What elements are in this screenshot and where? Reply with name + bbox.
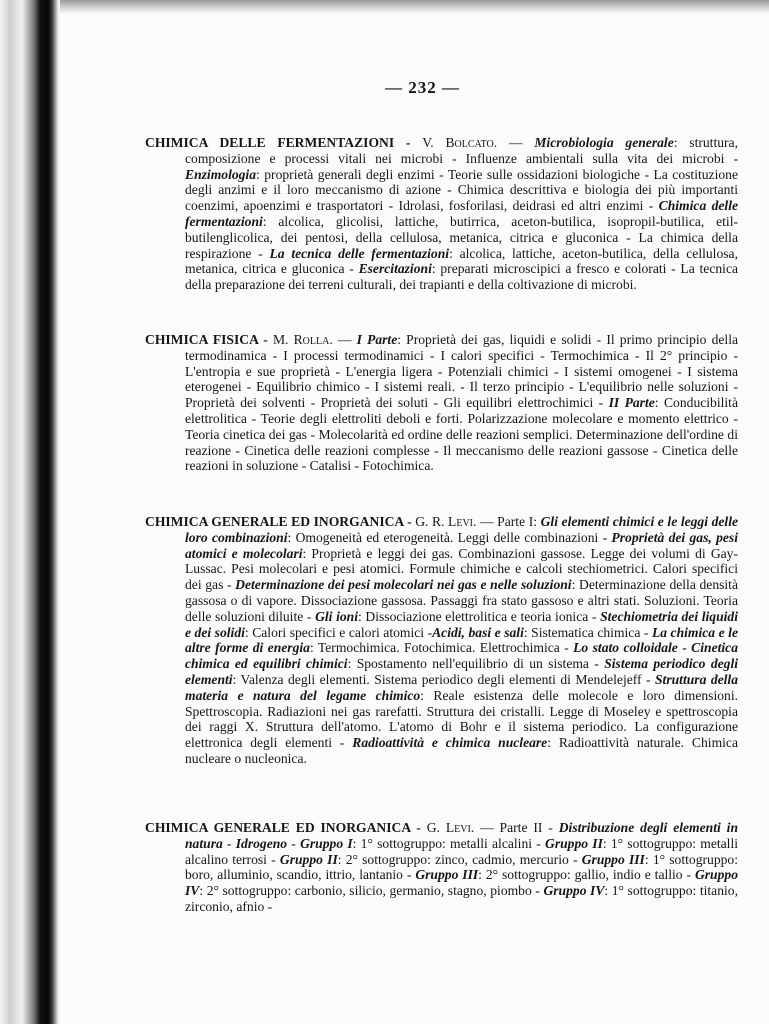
topic-text: — Parte II - xyxy=(474,820,559,835)
topic-heading: Sistema periodico degli elementi xyxy=(185,656,738,687)
topic-text: — xyxy=(332,332,357,347)
topic-text: : Omogeneità ed eterogeneità. Leggi delle combinazioni - xyxy=(287,529,612,545)
topic-heading: Esercitazioni xyxy=(358,261,432,277)
course-entry-fermentazioni xyxy=(145,135,738,293)
topic-text: : Radioattività naturale. Chimica nucleare o nucleonica. xyxy=(185,735,738,766)
topic-heading: Chimica delle fermentazioni xyxy=(185,198,739,229)
course-author: V. Bolcato. xyxy=(422,135,498,150)
course-entry-chimica-fisica xyxy=(145,332,738,474)
topic-heading: Gruppo II xyxy=(279,851,338,867)
topic-text: : 1° sottogruppo: boro, alluminio, scandio, ittrio, lantanio - xyxy=(185,851,738,883)
topic-text: : Conducibilità elettrolitica - Teorie degli elettroliti deboli e forti. Polarizzazione molecolare e momento elettrico - Teoria cinetica dei gas - Molecolarità ed ordine delle reazioni semplici. Determinazione dell'ordine di reazione - Cinetica delle reazioni complesse - Il meccanismo delle reazioni gassose - Cinetica delle reazioni in soluzione - Catalisi - Fotochimica. xyxy=(185,395,738,474)
topic-text: : alcolica, lattiche, aceton-butilica, della cellulosa, metanica, citrica e gluconica - xyxy=(185,245,738,277)
topic-heading: Gruppo IV xyxy=(543,883,605,899)
course-title: CHIMICA FISICA xyxy=(145,332,259,347)
topic-heading: Radioattività e chimica nucleare xyxy=(352,735,548,751)
topic-heading: Stechiometria dei liquidi e dei solidi xyxy=(185,608,738,640)
course-author: G. Levi. xyxy=(426,820,475,835)
topic-heading: Acidi, basi e sali xyxy=(432,624,524,640)
topic-heading: I Parte xyxy=(356,332,398,347)
topic-text: : Proprietà dei gas, liquidi e solidi - Il primo principio della termodinamica - I processi termodinamici - I calori specifici - Termochimica - Il 2° principio - L'entropia e sue proprietà - L'energia ligera - Potenziali chimici - I sistemi omogenei - I sistema eterogenei - Equilibrio chimico - I sistemi reali. - Il terzo principio - L'equilibrio nelle soluzioni - Proprietà dei solventi - Proprietà dei soluti - Gli equilibri elettrochimici - xyxy=(185,332,739,411)
topic-heading: Proprietà dei gas, pesi atomici e molecolari xyxy=(185,529,738,561)
topic-heading: La tecnica delle fermentazioni xyxy=(269,245,450,261)
topic-text: : Calori specifici e calori atomici - xyxy=(244,624,433,640)
topic-text: : struttura, composizione e processi vitali nei microbi - Influenze ambientali sulla vita dei microbi - xyxy=(185,135,738,166)
separator: - xyxy=(403,514,416,529)
topic-heading: Gruppo IV xyxy=(185,867,739,899)
separator: - xyxy=(410,820,427,835)
topic-heading: Struttura della materia e natura del legame chimico xyxy=(185,671,739,703)
topic-text: : Valenza degli elementi. Sistema periodico degli elementi di Mendelejeff - xyxy=(232,671,655,687)
topic-text: : proprietà generali degli enzimi - Teorie sulle ossidazioni biologiche - La costituzione degli anzimi e il loro meccanismo di azione - Chimica descrittiva e biologia dei più importanti coenzimi, apoenzimi e trasportatori - Idrolasi, fosforilasi, deidrasi ed altri enzimi - xyxy=(185,166,738,214)
topic-heading: Microbiologia generale xyxy=(534,135,674,150)
course-entry-generale-parte-1 xyxy=(145,514,738,767)
topic-text: : 2° sottogruppo: zinco, cadmio, mercurio - xyxy=(337,851,582,867)
topic-text: : 1° sottogruppo: metalli alcalino terrosi - xyxy=(185,835,739,867)
course-author: M. Rolla. xyxy=(272,332,333,347)
topic-heading: Gruppo II xyxy=(545,835,603,851)
topic-heading: La chimica e le altre forme di energia xyxy=(185,624,738,656)
scan-top-edge xyxy=(0,0,769,14)
topic-text: : Determinazione della densità gassosa o di vapore. Dissociazione gassosa. Passaggi fra stato gassoso e altri stati. Soluzioni. Teoria delle soluzioni diluite - xyxy=(185,577,738,624)
course-title: CHIMICA DELLE FERMENTAZIONI xyxy=(145,135,395,150)
topic-heading: II Parte xyxy=(608,395,655,411)
topic-heading: Gruppo III xyxy=(415,867,479,883)
topic-text: : 2° sottogruppo: carbonio, silicio, germanio, stagno, piombo - xyxy=(199,883,544,899)
course-author: G. R. Levi. xyxy=(415,514,477,529)
topic-text: : Proprietà e leggi dei gas. Combinazioni gassose. Legge dei volumi di Gay-Lussac. Pesi molecolari e pesi atomici. Formule chimiche e calcoli stechiometrici. Calori specifici dei gas - xyxy=(185,545,738,593)
topic-heading: Lo stato colloidale - Cinetica chimica ed equilibri chimici xyxy=(185,640,738,672)
topic-text: — xyxy=(497,135,535,150)
topic-heading: Determinazione dei pesi molecolari nei gas e nelle soluzioni xyxy=(235,577,572,593)
separator: - xyxy=(258,332,273,347)
topic-heading: Distribuzione degli elementi in natura - Idrogeno - Gruppo I xyxy=(185,820,738,851)
topic-text: : 2° sottogruppo: gallio, indio e tallio - xyxy=(478,867,695,883)
course-entry-generale-parte-2 xyxy=(145,820,738,915)
topic-text: : alcolica, glicolisi, lattiche, butirrica, aceton-butilica, isopropil-butilica, etil-butilenglicolica, dei pentosi, della cellulosa, metanica, citrica e gluconica - La chimica della respirazione - xyxy=(185,213,738,261)
topic-text: : preparati microscipici a fresco e colorati - La tecnica della preparazione dei terreni culturali, dei trapianti e della coltivazione di microbi. xyxy=(185,261,739,293)
book-binding-shadow xyxy=(0,0,60,1024)
topic-heading: Gruppo III xyxy=(581,851,645,867)
separator: - xyxy=(394,135,423,150)
page-number: — 232 — xyxy=(385,78,460,97)
topic-heading: Gli elementi chimici e le leggi delle loro combinazioni xyxy=(185,514,739,545)
topic-text: : Spostamento nell'equilibrio di un sistema - xyxy=(347,656,605,672)
topic-text: : Reale esistenza delle molecole e loro dimensioni. Spettroscopia. Radiazioni nei gas rarefatti. Struttura dei cristalli. Legge di Moseley e spettroscopia dei raggi X. Struttura dell'atomo. L'atomo di Bohr e il sistema periodico. La configurazione elettronica degli elementi - xyxy=(185,687,738,751)
topic-text: : Termochimica. Fotochimica. Elettrochimica - xyxy=(309,640,574,656)
topic-text: : Sistematica chimica - xyxy=(523,624,652,640)
topic-heading: Enzimologia xyxy=(185,166,257,182)
topic-heading: Gli ioni xyxy=(315,608,358,624)
topic-text: : 1° sottogruppo: metalli alcalini - xyxy=(352,835,545,851)
topic-text: — Parte I: xyxy=(476,514,541,529)
course-title: CHIMICA GENERALE ED INORGANICA xyxy=(145,820,411,835)
topic-text: : Dissociazione elettrolitica e teoria ionica - xyxy=(357,608,601,624)
topic-text: : 1° sottogruppo: titanio, zirconio, afnio - xyxy=(185,883,738,914)
course-title: CHIMICA GENERALE ED INORGANICA xyxy=(145,514,404,529)
